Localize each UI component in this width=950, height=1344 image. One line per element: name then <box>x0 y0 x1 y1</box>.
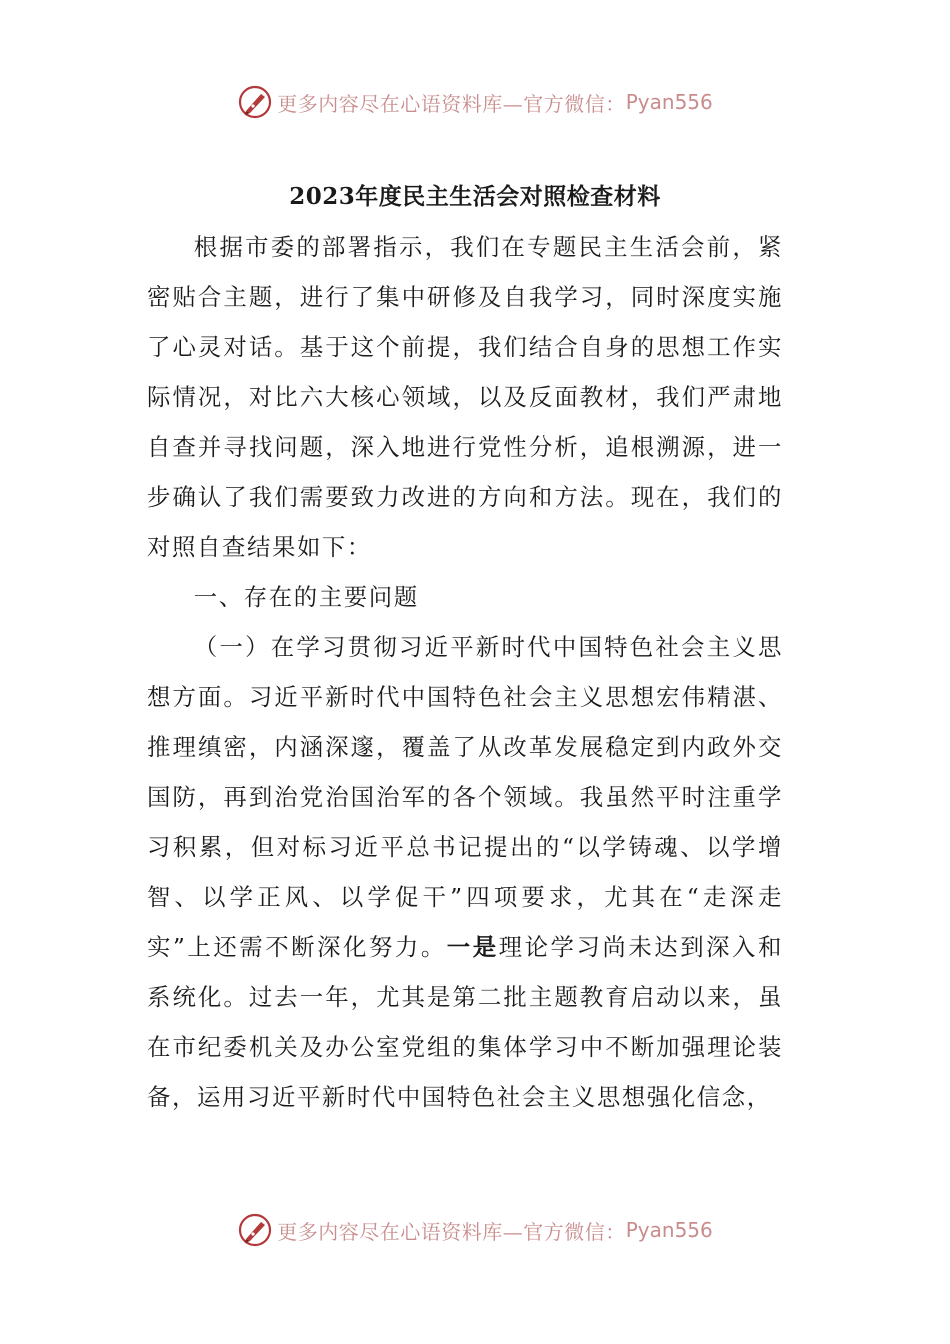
watermark-wechat-id: Pyan556 <box>625 1218 713 1242</box>
document-body <box>147 222 783 1122</box>
watermark-wechat-id: Pyan556 <box>625 90 713 114</box>
pen-logo-icon <box>237 1212 273 1248</box>
document-title: 2023年度民主生活会对照检查材料 <box>289 183 661 210</box>
intro-paragraph: 根据市委的部署指示，我们在专题民主生活会前，紧密贴合主题，进行了集中研修及自我学习，同时深度实施了心灵对话。基于这个前提，我们结合自身的思想工作实际情况，对比六大核心领域，以及反面教材，我们严肃地自查并寻找问题，深入地进行党性分析，追根溯源，进一步确认了我们需要致力改进的方向和方法。现在，我们的对照自查结果如下： <box>147 233 783 561</box>
section-paragraph <box>147 622 783 1122</box>
paragraph-text-part-2: 理论学习尚未达到深入和系统化。过去一年，尤其是第二批主题教育启动以来，虽在市纪委机关及办公室党组的集体学习中不断加强理论装备，运用习近平新时代中国特色社会主义思想强化信念， <box>147 933 783 1111</box>
watermark-text: 更多内容尽在心语资料库—官方微信： <box>277 91 626 116</box>
pen-logo-icon <box>237 84 273 120</box>
watermark-header <box>0 80 950 124</box>
paragraph-text-part-1: （一）在学习贯彻习近平新时代中国特色社会主义思想方面。习近平新时代中国特色社会主义思想宏伟精湛、推理缜密，内涵深邃，覆盖了从改革发展稳定到内政外交国防，再到治党治国治军的各个领域。我虽然平时注重学习积累，但对标习近平总书记提出的“以学铸魂、以学增智、以学正风、以学促干”四项要求，尤其在“走深走实”上还需不断深化努力。 <box>147 633 783 961</box>
emphasis-first-point: 一是 <box>446 933 499 961</box>
watermark-footer <box>0 1208 950 1252</box>
section-heading: 一、存在的主要问题 <box>193 583 419 611</box>
watermark-text: 更多内容尽在心语资料库—官方微信： <box>277 1219 626 1244</box>
